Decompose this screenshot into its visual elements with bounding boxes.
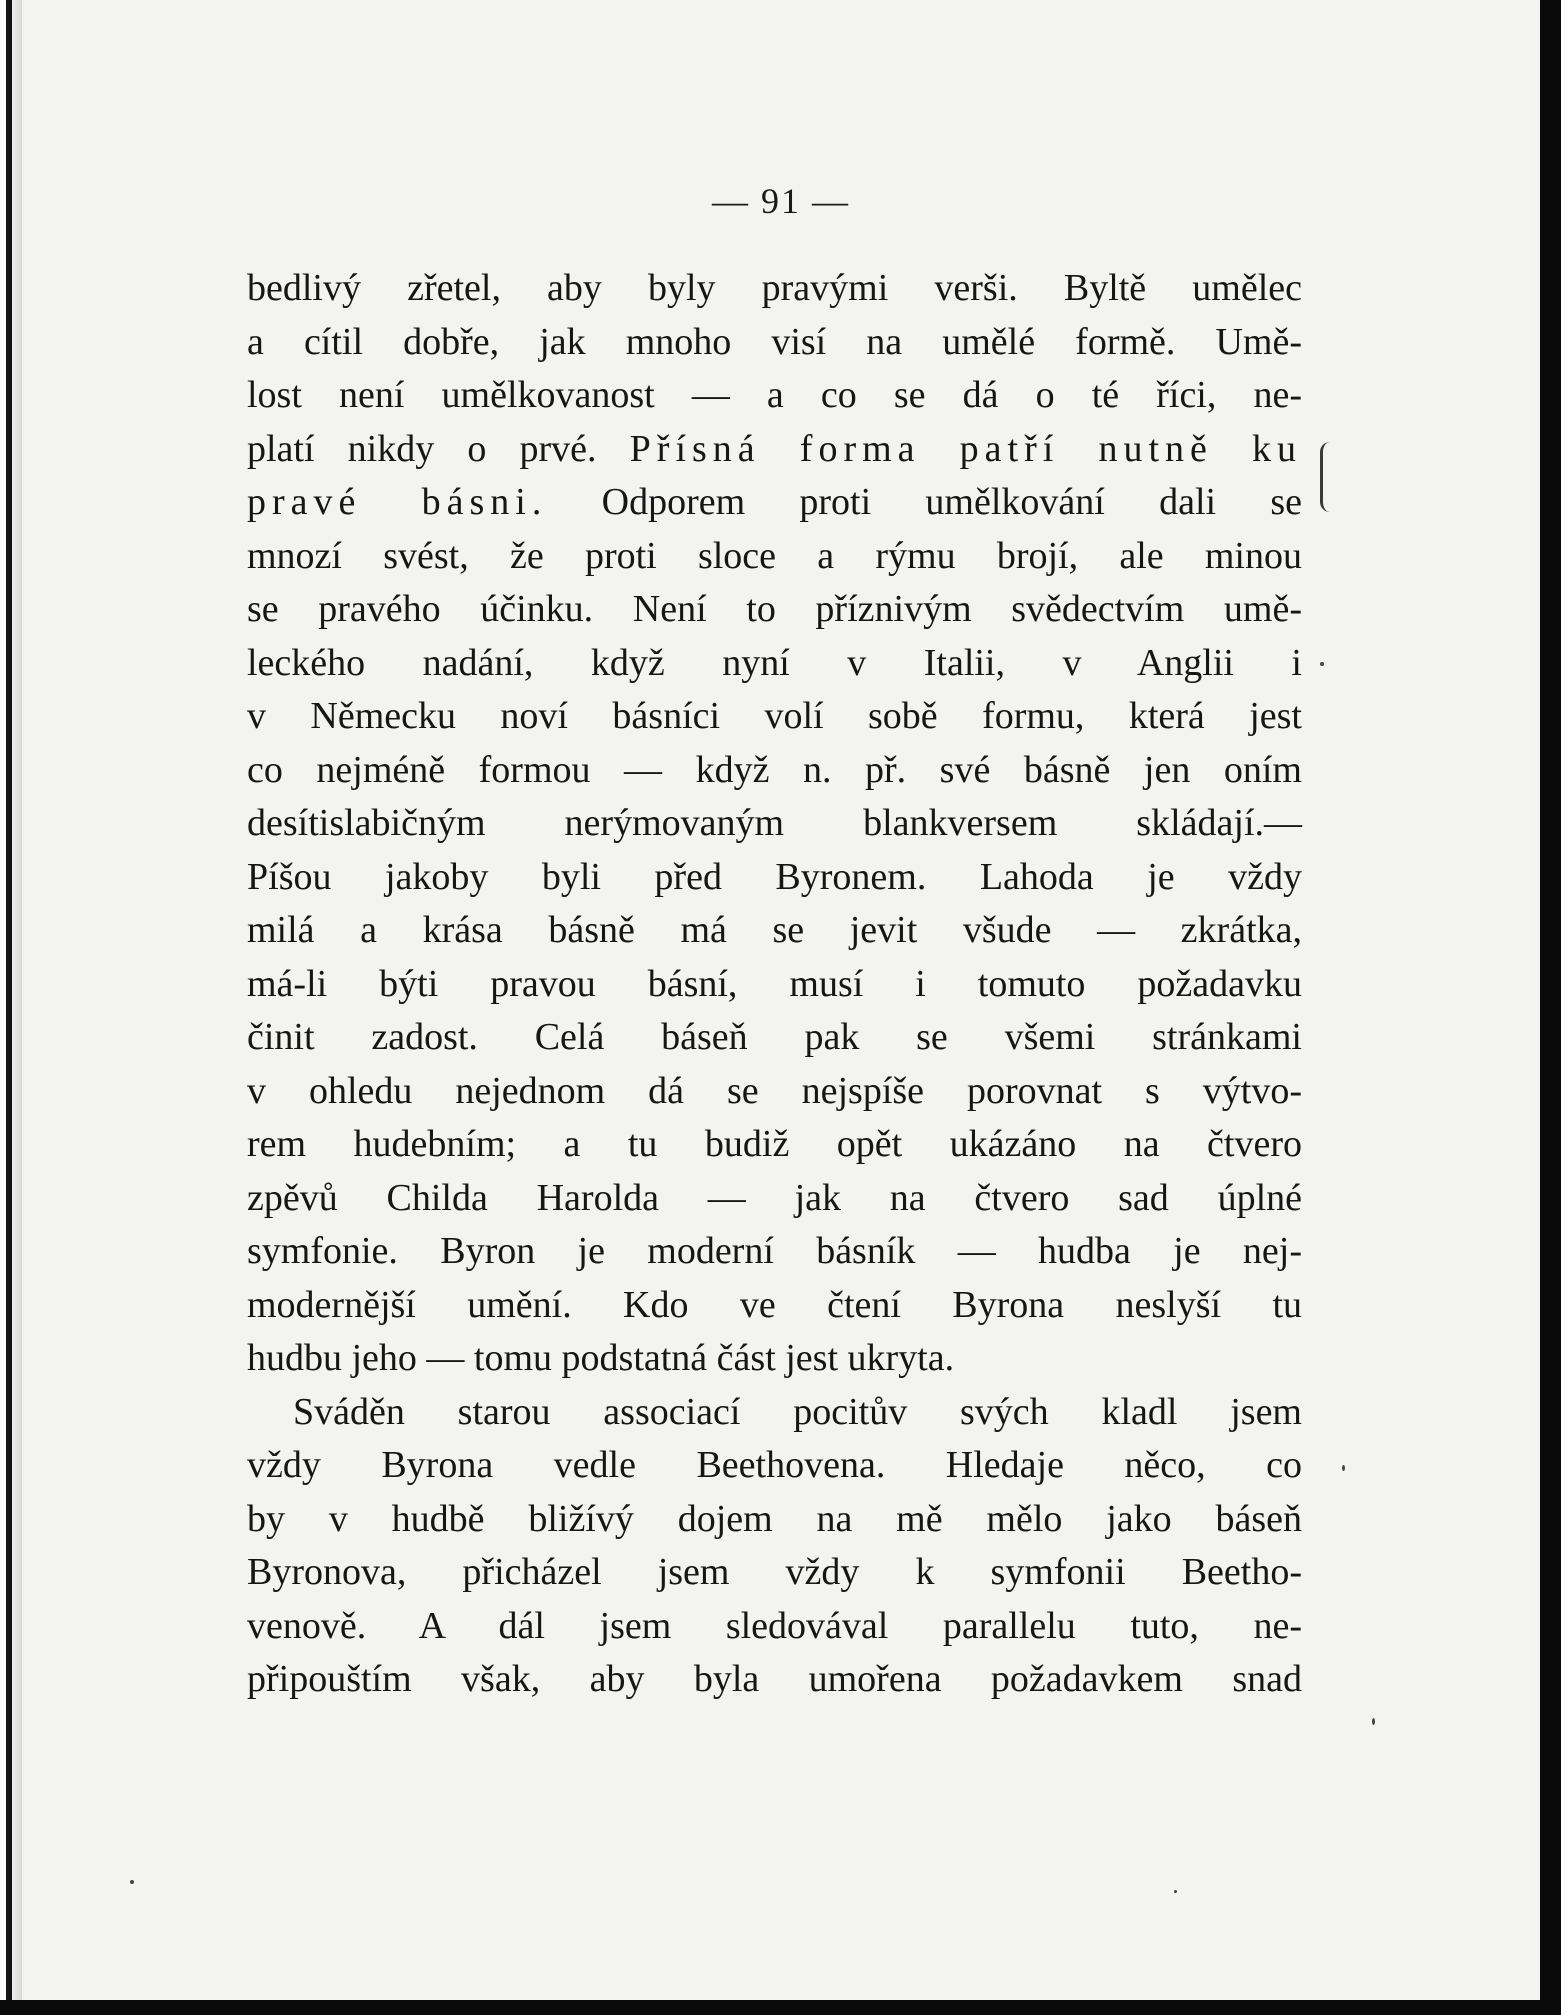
text-line: má-li býti pravou básní, musí i tomuto požadavku (247, 962, 1302, 1005)
margin-bracket-mark (1320, 442, 1337, 512)
emphasized-text: pravé básni. (247, 481, 548, 523)
book-page (22, 0, 1540, 2000)
text-line: symfonie. Byron je moderní básník — hudba je nej- (247, 1230, 1302, 1272)
text-line: bedlivý zřetel, aby byly pravými verši. Byltě umělec (247, 267, 1302, 309)
text-line: rem hudebním; a tu budiž opět ukázáno na čtvero (247, 1123, 1302, 1165)
paper-speck (1320, 662, 1324, 666)
text-line: zpěvů Childa Harolda — jak na čtvero sad úplné (247, 1176, 1302, 1219)
text-segment: Odporem proti umělkování dali se (601, 481, 1302, 523)
page-number: — 91 — (712, 181, 850, 221)
bottom-page-edge (0, 2000, 1561, 2015)
text-line: činit zadost. Celá báseň pak se všemi stránkami (247, 1016, 1302, 1058)
text-line: lost není umělkovanost — a co se dá o té říci, ne- (247, 374, 1302, 416)
text-line: co nejméně formou — když n. př. své básně jen oním (247, 748, 1302, 791)
text-line: venově. A dál jsem sledovával parallelu tuto, ne- (247, 1604, 1302, 1647)
text-line: se pravého účinku. Není to příznivým svědectvím umě- (247, 588, 1302, 630)
text-line: Píšou jakoby byli před Byronem. Lahoda je vždy (247, 855, 1302, 898)
text-line: desítislabičným nerýmovaným blankversem skládají.— (247, 802, 1302, 844)
text-line: a cítil dobře, jak mnoho visí na umělé formě. Umě- (247, 320, 1302, 363)
text-line: připouštím však, aby byla umořena požadavkem snad (247, 1658, 1302, 1700)
text-line: v ohledu nejednom dá se nejspíše porovnat s výtvo- (247, 1069, 1302, 1112)
text-line: vždy Byrona vedle Beethovena. Hledaje něco, co (247, 1444, 1302, 1486)
text-line: modernější umění. Kdo ve čtení Byrona neslyší tu (247, 1283, 1302, 1326)
text-line: mnozí svést, že proti sloce a rýmu brojí, ale minou (247, 534, 1302, 577)
paper-speck (1174, 1890, 1177, 1893)
left-page-edge (0, 0, 22, 2015)
paragraph-first-line: Sváděn starou associací pocitův svých kladl jsem (293, 1390, 1302, 1433)
text-line: v Německu noví básníci volí sobě formu, která jest (247, 695, 1302, 737)
paper-speck (130, 1880, 134, 1884)
body-text (247, 262, 1302, 1707)
right-page-edge (1540, 0, 1561, 2015)
paper-speck (1342, 1465, 1345, 1471)
text-line: milá a krása básně má se jevit všude — zkrátka, (247, 909, 1302, 951)
paper-speck (1372, 1718, 1375, 1725)
emphasized-text: Přísná forma patří nutně ku (629, 427, 1303, 470)
text-line-with-emphasis (247, 423, 1302, 477)
text-line: Byronova, přicházel jsem vždy k symfonii Beetho- (247, 1551, 1302, 1593)
text-segment: platí nikdy o prvé. (247, 427, 597, 470)
text-line: leckého nadání, když nyní v Italii, v Anglii i (247, 641, 1302, 684)
text-line: by v hudbě bližívý dojem na mě mělo jako báseň (247, 1497, 1302, 1540)
text-line: hudbu jeho — tomu podstatná část jest ukryta. (247, 1337, 955, 1379)
text-line-with-emphasis (247, 476, 1302, 530)
